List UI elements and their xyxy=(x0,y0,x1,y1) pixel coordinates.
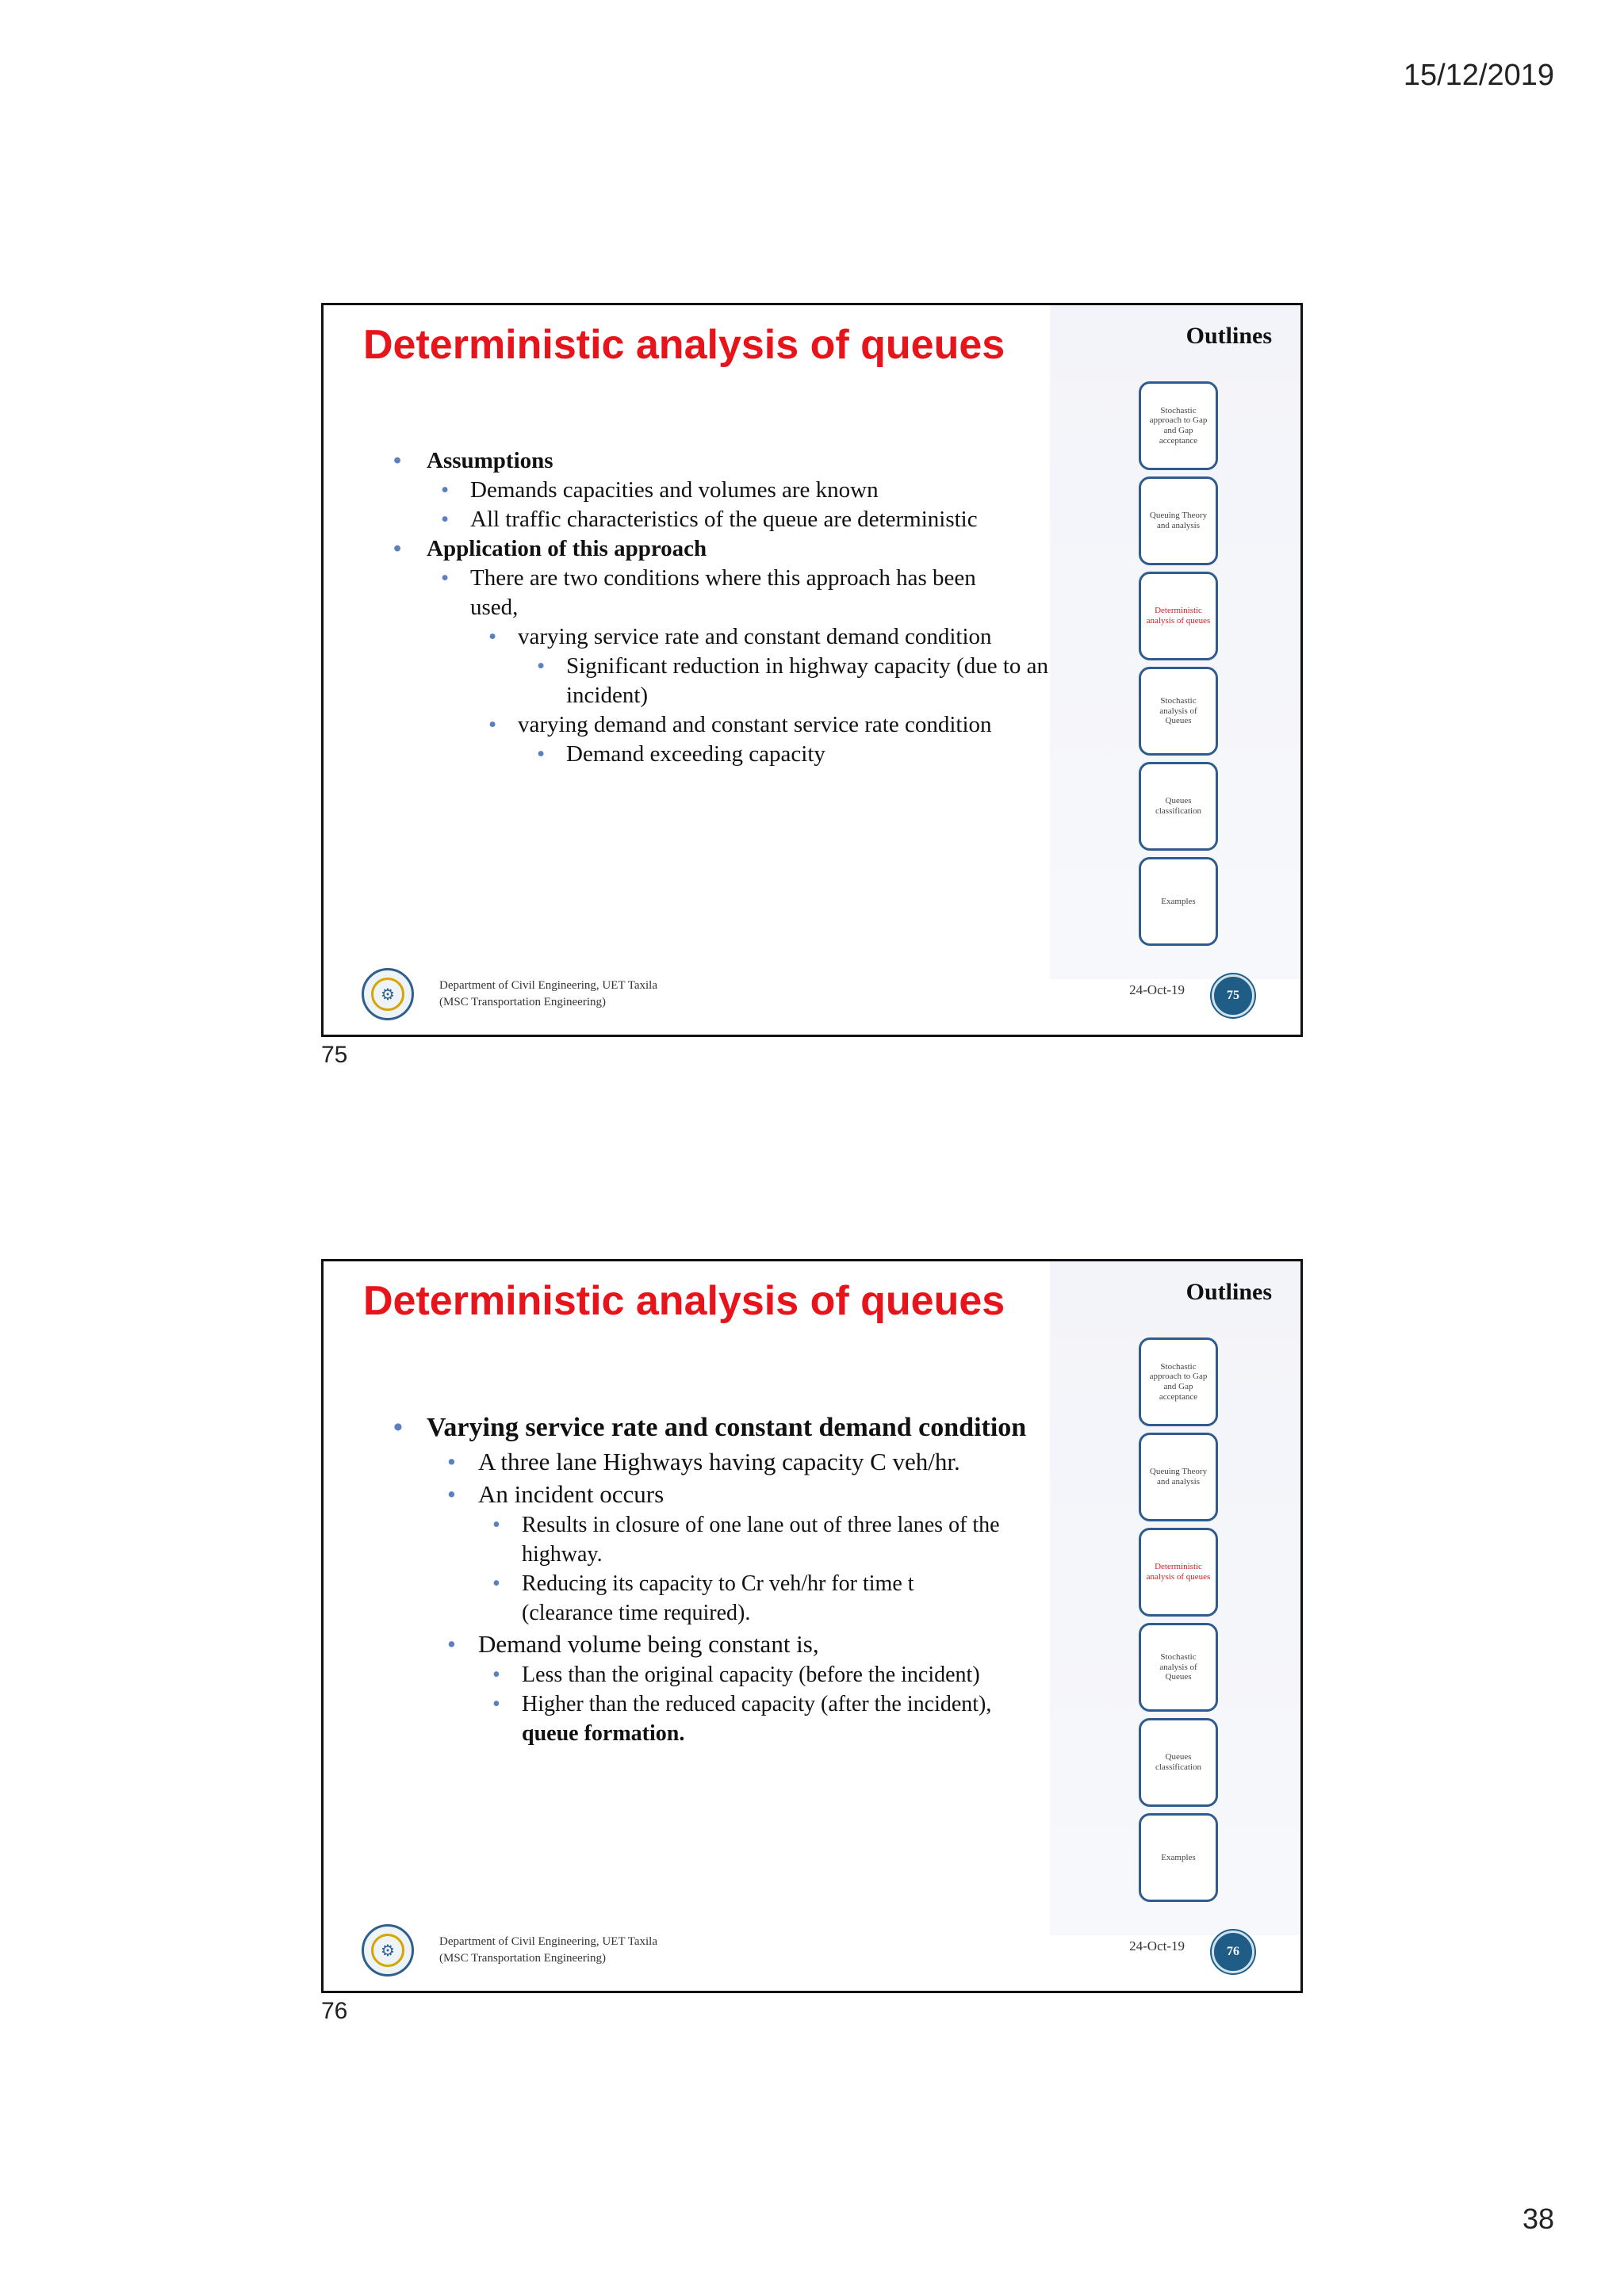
university-logo-icon: ⚙ xyxy=(362,968,414,1020)
outline-list xyxy=(1139,381,1218,952)
bullet: • All traffic characteristics of the queue are deterministic xyxy=(387,505,1085,534)
slide-75 xyxy=(321,303,1303,1037)
bullet xyxy=(387,1689,1077,1748)
bullet: • Results in closure of one lane out of three lanes of the highway. xyxy=(387,1510,1077,1569)
outline-item[interactable]: Examples xyxy=(1139,1813,1218,1902)
bullet: • varying service rate and constant demand condition xyxy=(387,622,1085,652)
bullet: • An incident occurs xyxy=(387,1478,1077,1510)
page-number: 38 xyxy=(1522,2202,1554,2235)
outline-title: Outlines xyxy=(1185,323,1272,349)
outline-item[interactable]: Queuing Theory and analysis xyxy=(1139,1433,1218,1521)
bullet: • Less than the original capacity (before the incident) xyxy=(387,1660,1077,1689)
bullet: • A three lane Highways having capacity C veh/hr. xyxy=(387,1445,1077,1478)
slide-content xyxy=(387,446,1085,769)
bullet-assumptions: • Assumptions xyxy=(387,446,1085,476)
bullet: • Demand exceeding capacity xyxy=(387,740,1085,769)
footer-date: 24-Oct-19 xyxy=(1129,1938,1185,1954)
footer-date: 24-Oct-19 xyxy=(1129,982,1185,997)
page-date: 15/12/2019 xyxy=(1403,59,1554,92)
dept-line2: (MSC Transportation Engineering) xyxy=(439,996,606,1008)
outline-item[interactable]: Queuing Theory and analysis xyxy=(1139,476,1218,565)
slide-number-badge: 76 xyxy=(1212,1931,1254,1973)
outline-list xyxy=(1139,1337,1218,1908)
outline-item[interactable]: Queues classification xyxy=(1139,1718,1218,1807)
dept-line1: Department of Civil Engineering, UET Taxila xyxy=(439,1935,657,1948)
bullet: • Significant reduction in highway capacity (due to an incident) xyxy=(387,652,1058,710)
outline-title: Outlines xyxy=(1185,1279,1272,1305)
outline-item-active[interactable]: Deterministic analysis of queues xyxy=(1139,1528,1218,1617)
bullet-text-bold: queue formation. xyxy=(522,1721,685,1746)
outline-item[interactable]: Examples xyxy=(1139,857,1218,946)
bullet: • Demand volume being constant is, xyxy=(387,1628,1077,1660)
bullet-application: • Application of this approach xyxy=(387,534,1085,564)
bullet: • There are two conditions where this approach has been used, xyxy=(387,564,1025,622)
outline-item[interactable]: Stochastic approach to Gap and Gap acceptance xyxy=(1139,381,1218,470)
department-text xyxy=(439,1934,657,1967)
slide-title: Deterministic analysis of queues xyxy=(363,322,1005,368)
slide-number-label: 75 xyxy=(321,1042,348,1068)
outline-item[interactable]: Stochastic analysis of Queues xyxy=(1139,667,1218,756)
university-logo-icon: ⚙ xyxy=(362,1924,414,1976)
slide-title: Deterministic analysis of queues xyxy=(363,1278,1005,1324)
bullet: • varying demand and constant service rate condition xyxy=(387,710,1085,740)
slide-content xyxy=(387,1410,1077,1748)
dept-line1: Department of Civil Engineering, UET Taxila xyxy=(439,979,657,992)
bullet: • Demands capacities and volumes are known xyxy=(387,476,1085,505)
outline-item-active[interactable]: Deterministic analysis of queues xyxy=(1139,572,1218,660)
slide-footer xyxy=(362,966,1274,1022)
slide-number-badge: 75 xyxy=(1212,974,1254,1017)
bullet-text: Higher than the reduced capacity (after the incident), xyxy=(522,1692,992,1716)
outline-item[interactable]: Stochastic approach to Gap and Gap acceptance xyxy=(1139,1337,1218,1426)
bullet: • Reducing its capacity to Cr veh/hr for time t (clearance time required). xyxy=(387,1569,998,1628)
slide-76 xyxy=(321,1259,1303,1993)
outline-item[interactable]: Queues classification xyxy=(1139,762,1218,851)
dept-line2: (MSC Transportation Engineering) xyxy=(439,1952,606,1965)
outline-item[interactable]: Stochastic analysis of Queues xyxy=(1139,1623,1218,1712)
slide-number-label: 76 xyxy=(321,1998,348,2024)
department-text xyxy=(439,978,657,1011)
bullet-heading: • Varying service rate and constant demand condition xyxy=(387,1410,1029,1445)
slide-footer xyxy=(362,1923,1274,1978)
